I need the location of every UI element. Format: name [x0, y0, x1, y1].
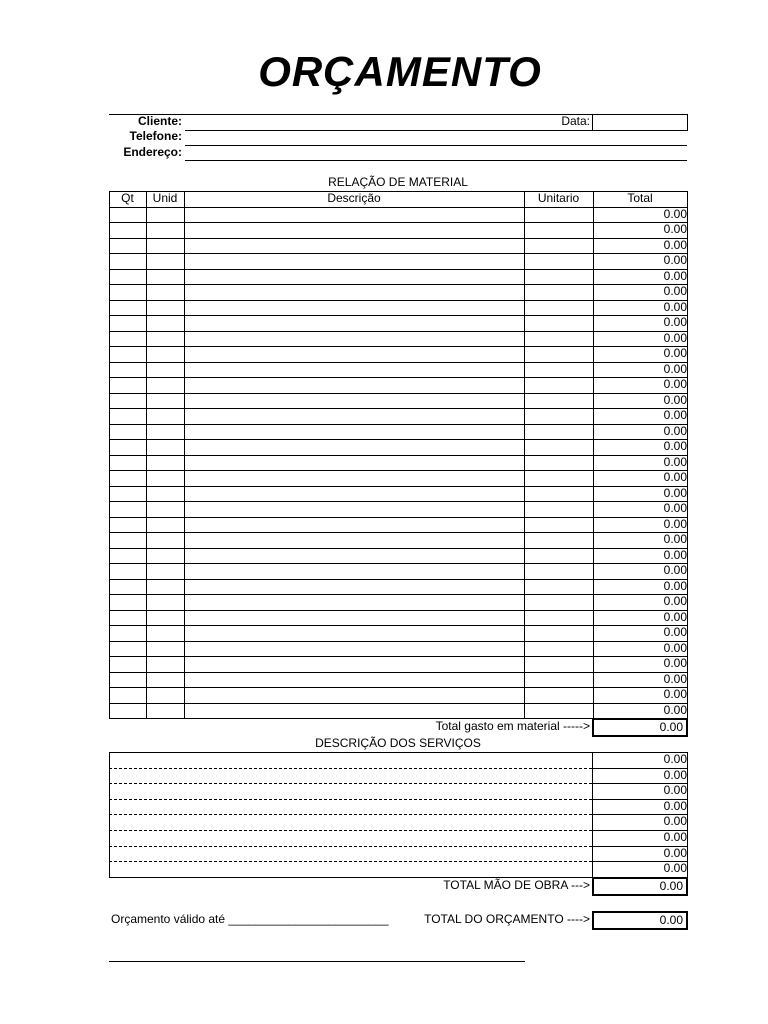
material-row-total: 0.00: [663, 284, 687, 298]
material-row-total: 0.00: [663, 253, 687, 267]
material-total-value: 0.00: [592, 718, 688, 737]
service-row-value: 0.00: [663, 861, 687, 875]
telefone-field[interactable]: [185, 145, 687, 146]
material-grid-vline: [524, 191, 525, 718]
material-row-total: 0.00: [663, 563, 687, 577]
cliente-label: Cliente:: [137, 114, 182, 128]
cliente-field[interactable]: [185, 130, 592, 131]
material-row-total: 0.00: [663, 455, 687, 469]
services-section-title: DESCRIÇÃO DOS SERVIÇOS: [315, 736, 481, 750]
material-row-total: 0.00: [663, 687, 687, 701]
material-row-total: 0.00: [663, 315, 687, 329]
material-row-total: 0.00: [663, 532, 687, 546]
material-row-total: 0.00: [663, 594, 687, 608]
material-row-total: 0.00: [663, 222, 687, 236]
service-description-line[interactable]: [109, 768, 592, 769]
material-grid-vline: [184, 191, 185, 718]
material-row-total: 0.00: [663, 377, 687, 391]
service-description-line[interactable]: [109, 830, 592, 831]
service-description-line[interactable]: [109, 814, 592, 815]
material-row-total: 0.00: [663, 207, 687, 221]
material-col-header: Unid: [152, 191, 178, 205]
service-row-value: 0.00: [663, 846, 687, 860]
material-col-header: Descrição: [327, 191, 381, 205]
telefone-label: Telefone:: [129, 129, 182, 143]
material-row-total: 0.00: [663, 408, 687, 422]
material-row-total: 0.00: [663, 486, 687, 500]
material-row-total: 0.00: [663, 641, 687, 655]
material-grid-vline: [109, 191, 110, 718]
data-field[interactable]: [592, 114, 688, 131]
material-col-header: Qt: [121, 191, 134, 205]
material-row-total: 0.00: [663, 439, 687, 453]
material-row-total: 0.00: [663, 331, 687, 345]
validity-text: Orçamento válido até ________________________: [111, 912, 389, 926]
material-row-total: 0.00: [663, 346, 687, 360]
services-total-label: TOTAL MÃO DE OBRA --->: [443, 878, 590, 892]
service-description-line[interactable]: [109, 799, 592, 800]
material-row-total: 0.00: [663, 470, 687, 484]
signature-line[interactable]: [109, 961, 525, 962]
material-row-total: 0.00: [663, 424, 687, 438]
endereco-field[interactable]: [185, 160, 687, 161]
material-row-total: 0.00: [663, 579, 687, 593]
material-row-total: 0.00: [663, 238, 687, 252]
material-total-label: Total gasto em material ----->: [435, 719, 590, 733]
service-row-value: 0.00: [663, 783, 687, 797]
service-row-value: 0.00: [663, 799, 687, 813]
material-row-total: 0.00: [663, 269, 687, 283]
service-row-value: 0.00: [663, 768, 687, 782]
endereco-label: Endereço:: [123, 145, 182, 159]
service-row-value: 0.00: [663, 830, 687, 844]
service-description-line[interactable]: [109, 783, 592, 784]
material-grid-vline: [146, 191, 147, 718]
material-row-total: 0.00: [663, 703, 687, 717]
material-row-total: 0.00: [663, 501, 687, 515]
service-description-line[interactable]: [109, 861, 592, 862]
page-title: ORÇAMENTO: [258, 48, 542, 95]
material-row-total: 0.00: [663, 548, 687, 562]
material-row-total: 0.00: [663, 656, 687, 670]
data-label: Data:: [561, 114, 590, 128]
material-row-total: 0.00: [663, 393, 687, 407]
material-section-title: RELAÇÃO DE MATERIAL: [328, 175, 468, 189]
material-col-header: Total: [627, 191, 653, 205]
material-row-total: 0.00: [663, 672, 687, 686]
material-row-total: 0.00: [663, 362, 687, 376]
service-description-line[interactable]: [109, 846, 592, 847]
grand-total-value: 0.00: [592, 911, 688, 930]
material-row-total: 0.00: [663, 610, 687, 624]
service-row-value: 0.00: [663, 752, 687, 766]
service-row-value: 0.00: [663, 814, 687, 828]
material-row-total: 0.00: [663, 625, 687, 639]
material-row-total: 0.00: [663, 300, 687, 314]
material-row-total: 0.00: [663, 517, 687, 531]
services-total-value: 0.00: [592, 877, 688, 896]
grand-total-label: TOTAL DO ORÇAMENTO ---->: [424, 912, 590, 926]
material-col-header: Unitario: [537, 191, 580, 205]
